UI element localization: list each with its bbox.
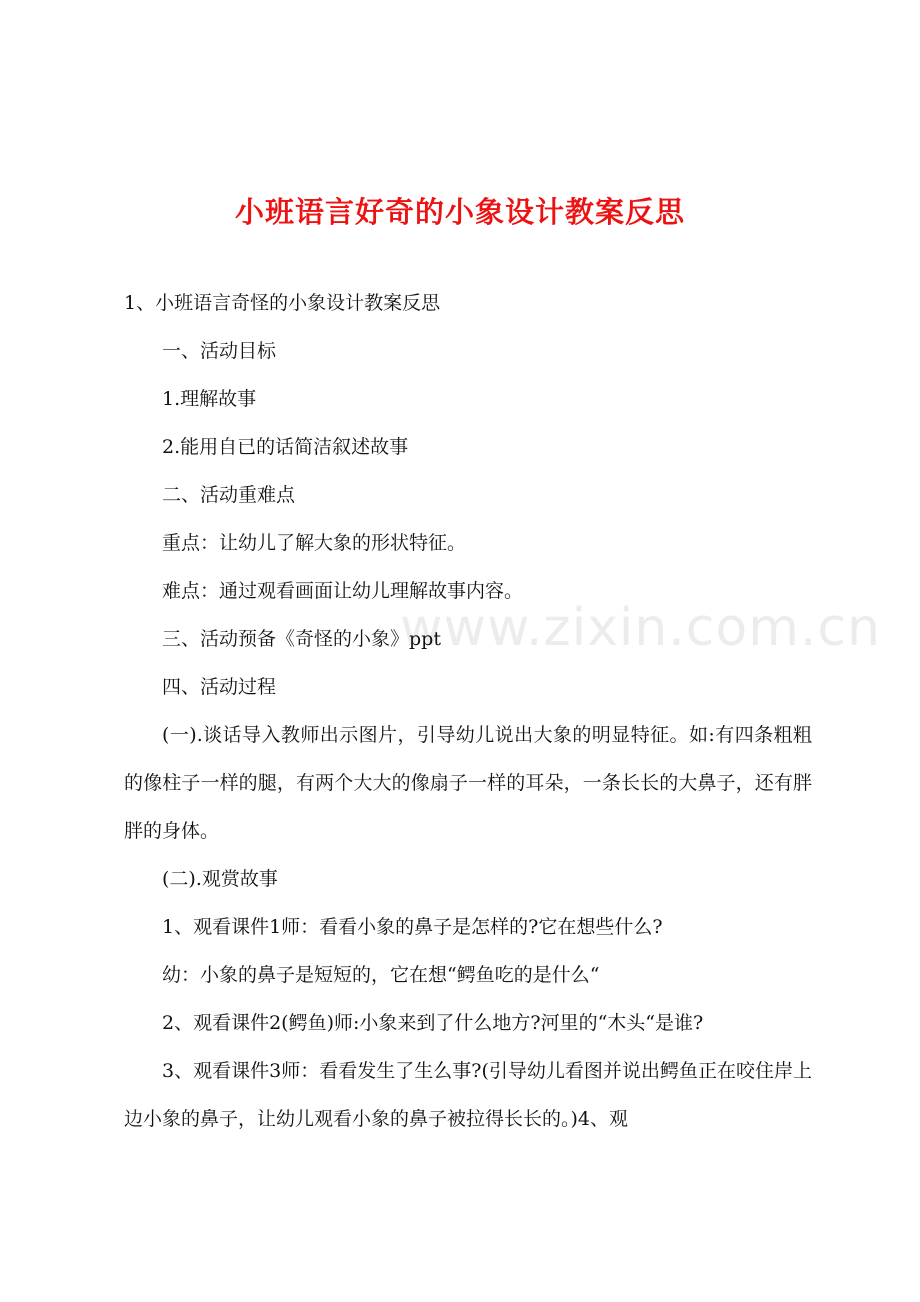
document-title: 小班语言好奇的小象设计教案反思 xyxy=(234,195,685,229)
paragraph-courseware-2: 2、观看课件2(鳄鱼)师:小象来到了什么地方?河里的“木头“是谁? xyxy=(162,1012,704,1034)
paragraph-courseware-3: 3、观看课件3师：看看发生了生么事?(引导幼儿看图并说出鳄鱼正在咬住岸上边小象的鼻子，让幼儿观看小象的鼻子被拉得长长的。)4、观 xyxy=(124,1060,812,1130)
document-body xyxy=(124,279,812,1143)
paragraph-key-points-heading: 二、活动重难点 xyxy=(162,484,296,506)
paragraph-intro-conversation: (一).谈话导入教师出示图片，引导幼儿说出大象的明显特征。如:有四条粗粗的像柱子一样的腿，有两个大大的像扇子一样的耳朵，一条长长的大鼻子，还有胖胖的身体。 xyxy=(124,724,812,842)
paragraph-courseware-1: 1、观看课件1师：看看小象的鼻子是怎样的?它在想些什么? xyxy=(162,916,663,938)
paragraph-story-heading: (二).观赏故事 xyxy=(162,868,278,890)
paragraph-process-heading: 四、活动过程 xyxy=(162,676,277,698)
paragraph-goal-2: 2.能用自已的话简洁叙述故事 xyxy=(162,436,409,458)
paragraph-goal-1: 1.理解故事 xyxy=(162,388,257,410)
paragraph-child-answer: 幼：小象的鼻子是短短的，它在想“鳄鱼吃的是什么“ xyxy=(162,964,600,986)
paragraph-activity-goals-heading: 一、活动目标 xyxy=(162,340,277,362)
paragraph-section-heading: 1、小班语言奇怪的小象设计教案反思 xyxy=(124,292,441,314)
paragraph-difficult-point: 难点：通过观看画面让幼儿理解故事内容。 xyxy=(162,580,524,602)
watermark: www.zixin.com.cn xyxy=(400,598,881,658)
paragraph-preparation: 三、活动预备《奇怪的小象》ppt xyxy=(162,628,441,650)
paragraph-key-point: 重点：让幼儿了解大象的形状特征。 xyxy=(162,532,467,554)
